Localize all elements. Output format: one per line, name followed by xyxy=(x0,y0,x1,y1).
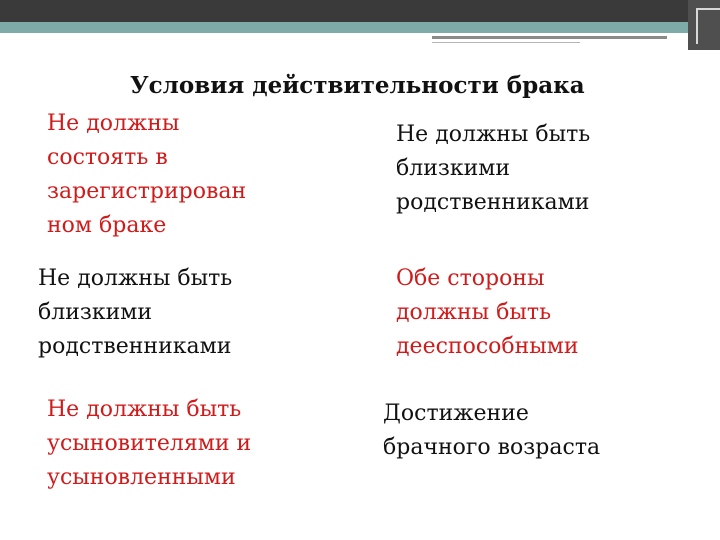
condition-item-not-married: Не должны состоять в зарегистрирован ном браке xyxy=(47,111,247,238)
condition-item-marriage-age: Достижение брачного возраста xyxy=(383,401,601,460)
header-bar xyxy=(0,0,720,22)
condition-item-not-relatives: Не должны быть близкими родственниками xyxy=(396,122,591,215)
decorative-rule-thin xyxy=(432,42,580,43)
decorative-rule xyxy=(432,36,667,39)
corner-line-decoration xyxy=(696,8,720,44)
condition-item-not-relatives-2: Не должны быть близкими родственниками xyxy=(38,266,233,359)
slide-title: Условия действительности брака xyxy=(130,72,585,99)
accent-strip xyxy=(0,22,720,33)
condition-item-not-adoptive: Не должны быть усыновителями и усыновленными xyxy=(47,397,252,490)
condition-item-capable: Обе стороны должны быть дееспособными xyxy=(396,266,579,359)
